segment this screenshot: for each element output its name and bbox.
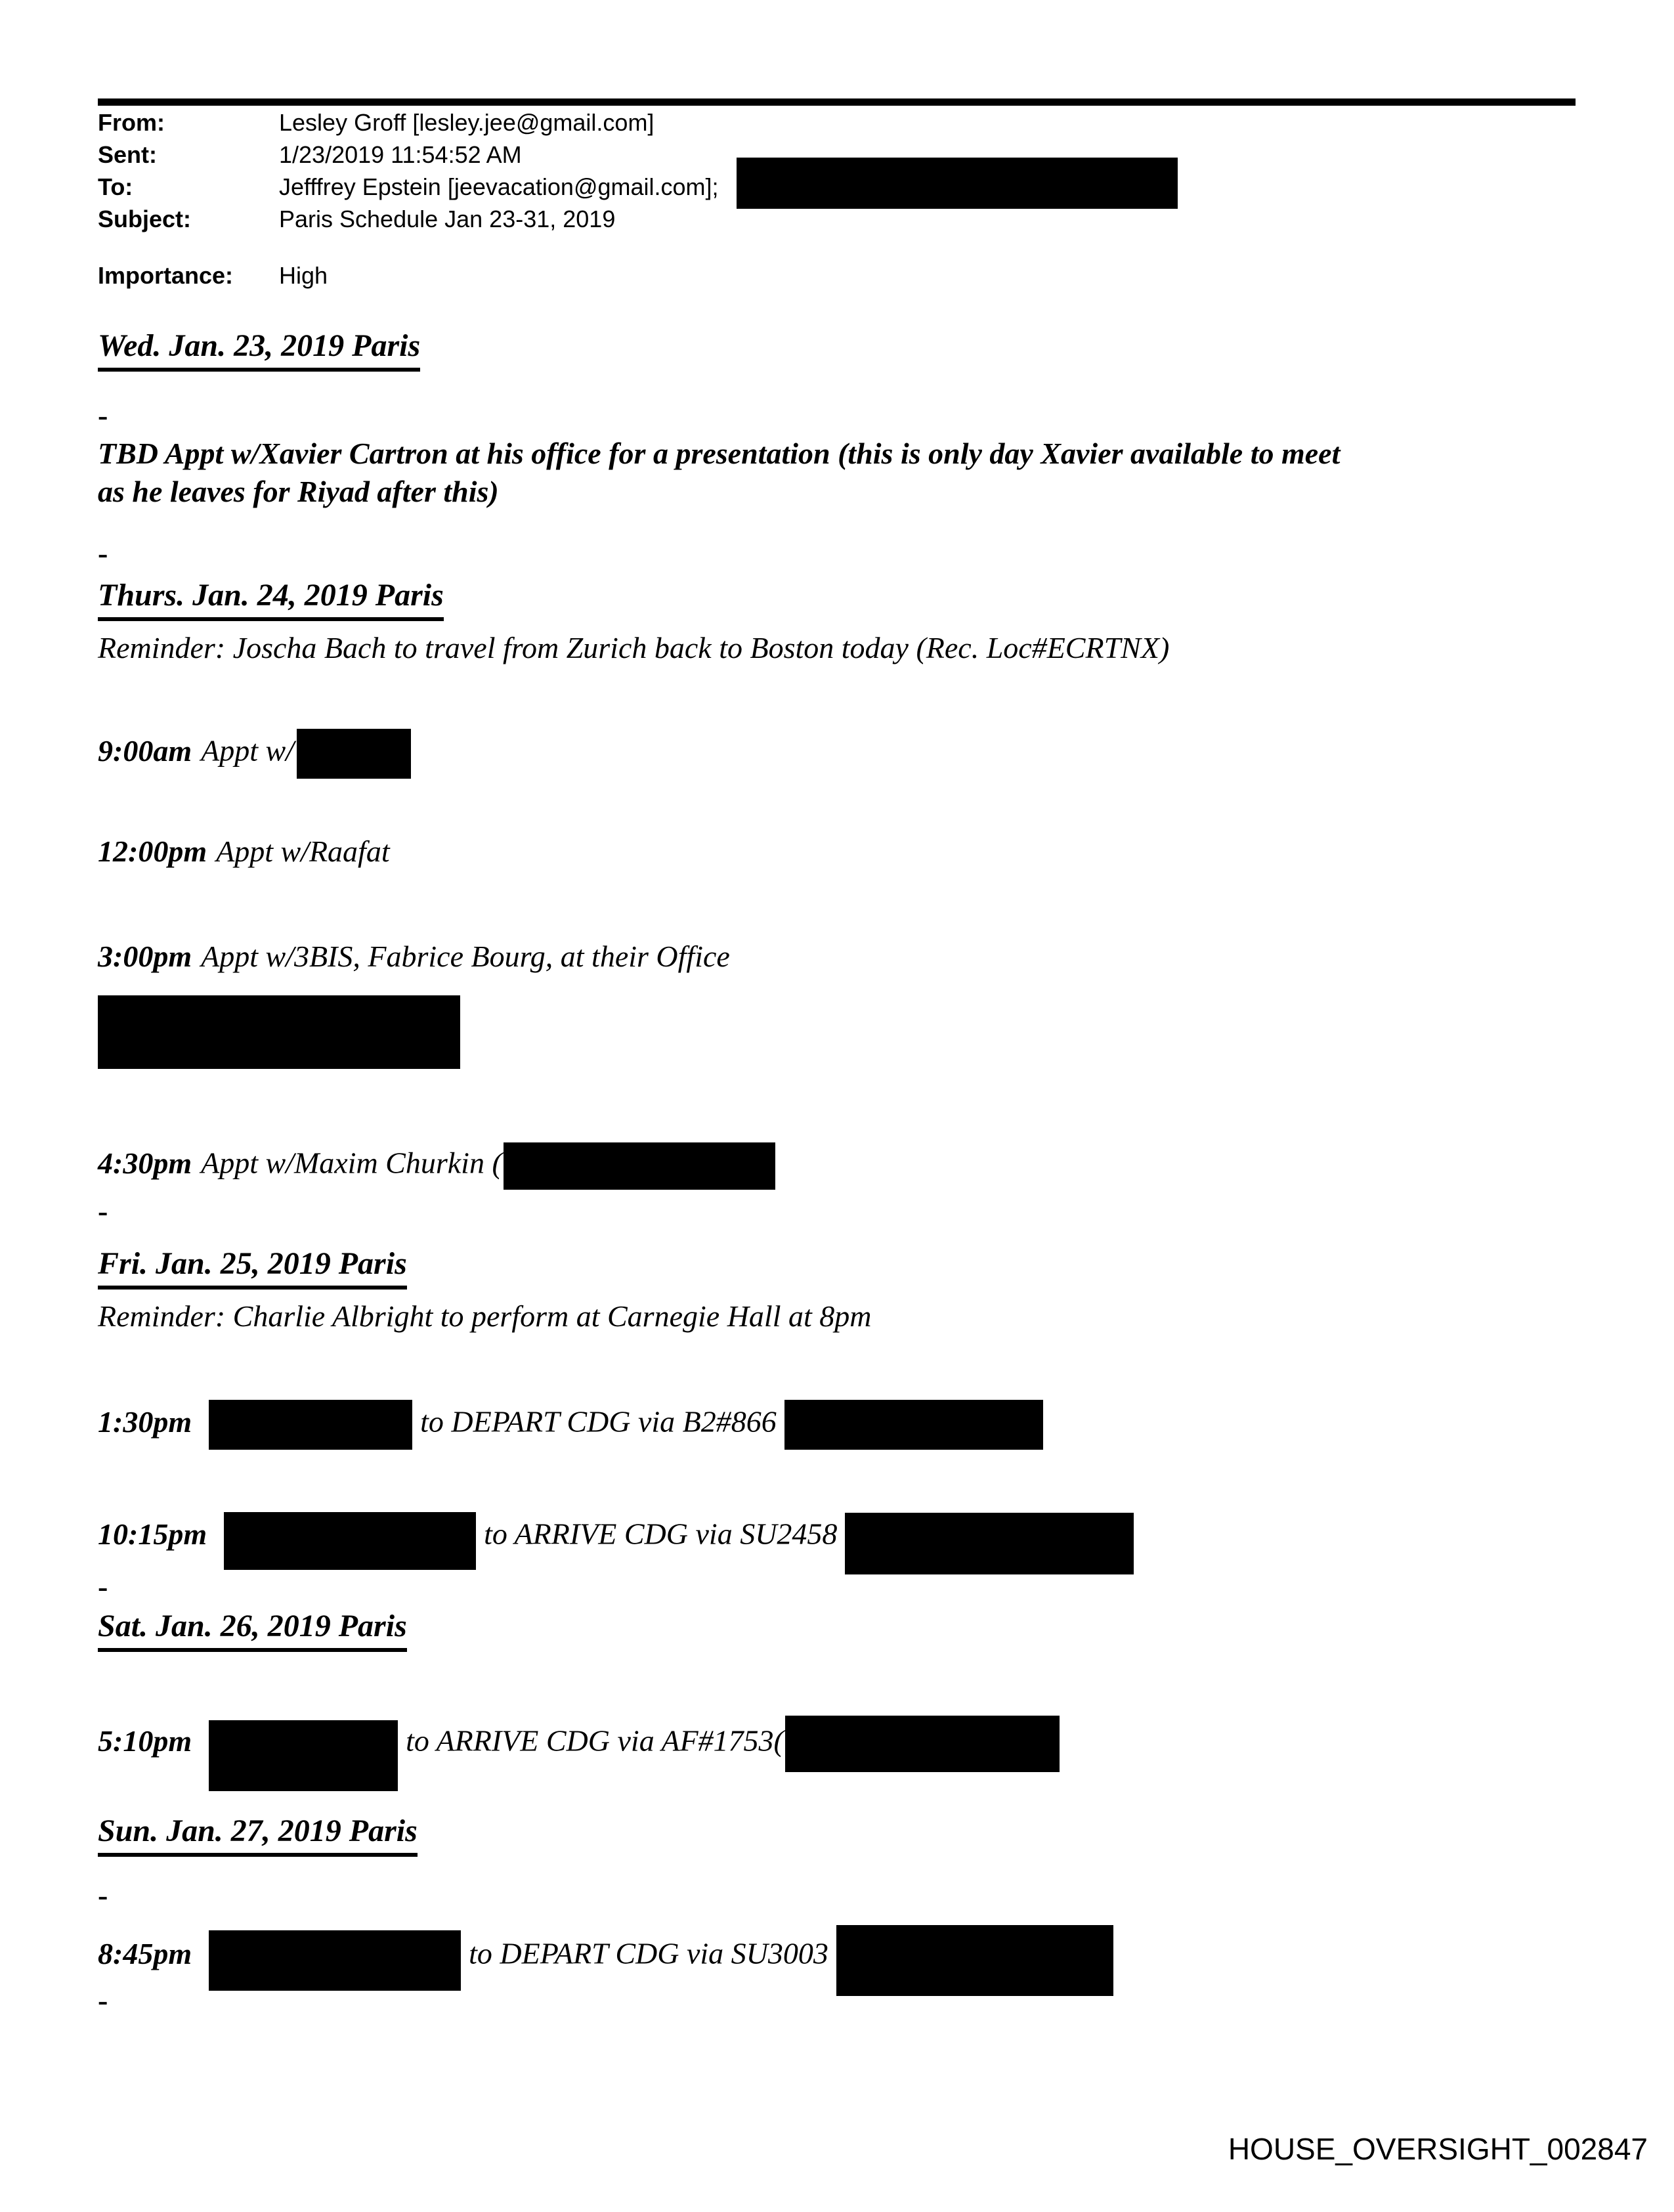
header-row-from [98,108,655,137]
appointment-text: Appt w/3BIS, Fabrice Bourg, at their Office [201,940,730,973]
redaction-box [784,1400,1043,1450]
redaction-box [785,1716,1060,1772]
sent-value: 1/23/2019 11:54:52 AM [279,141,522,168]
dash-separator: - [98,1194,108,1228]
sent-label: Sent: [98,141,157,168]
flight-text: to DEPART CDG via SU3003 [469,1936,828,1970]
header-row-subject [98,205,616,234]
redaction-box [737,158,1178,209]
appointment-text: Appt w/Maxim Churkin ( [201,1146,502,1180]
subject-label: Subject: [98,206,192,232]
appointment-time: 9:00am [98,733,192,768]
reminder-joscha-bach: Reminder: Joscha Bach to travel from Zurich back to Boston today (Rec. Loc#ECRTNX) [98,631,1170,664]
appointment-text: Appt w/ [201,733,294,768]
header-divider-line [98,98,1576,106]
reminder-charlie-albright: Reminder: Charlie Albright to perform at Carnegie Hall at 8pm [98,1299,872,1333]
footer-bates-number: HOUSE_OVERSIGHT_002847 [1228,2132,1648,2166]
schedule-line-510pm [98,1708,1067,1779]
appointment-time: 4:30pm [98,1146,192,1180]
redaction-box [209,1720,398,1791]
flight-text: to DEPART CDG via B2#866 [420,1404,777,1439]
redaction-box [209,1400,412,1450]
appointment-time: 10:15pm [98,1517,207,1551]
redaction-box [504,1142,775,1190]
dash-separator: - [98,1984,108,2017]
redaction-box [297,729,411,779]
tbd-appointment-note [98,435,1627,511]
appointment-time: 12:00pm [98,835,207,868]
schedule-line-1200pm [98,833,390,871]
schedule-line-130pm [98,1400,1051,1450]
dash-separator: - [98,399,108,432]
flight-text: to ARRIVE CDG via SU2458 [484,1517,838,1551]
subject-value: Paris Schedule Jan 23-31, 2019 [279,206,616,232]
day-heading-sat-jan-26: Sat. Jan. 26, 2019 Paris [98,1607,407,1652]
redaction-box [224,1512,476,1570]
redaction-box [209,1930,461,1991]
from-label: From: [98,109,165,136]
importance-label: Importance: [98,262,234,289]
dash-separator: - [98,1570,108,1603]
to-value: Jefffrey Epstein [jeevacation@gmail.com]; [279,173,719,200]
schedule-line-1015pm [98,1506,1142,1568]
redaction-box [98,995,460,1069]
to-label: To: [98,173,133,200]
day-heading-wed-jan-23: Wed. Jan. 23, 2019 Paris [98,327,420,372]
tbd-note-line-2: as he leaves for Riyad after this) [98,475,499,508]
day-heading-fri-jan-25: Fri. Jan. 25, 2019 Paris [98,1245,407,1290]
appointment-time: 1:30pm [98,1404,192,1439]
header-row-to [98,173,719,202]
schedule-line-900am [98,729,419,779]
appointment-time: 8:45pm [98,1936,192,1970]
appointment-time: 5:10pm [98,1724,192,1758]
schedule-line-300pm [98,938,730,976]
dash-separator: - [98,1878,108,1912]
from-value: Lesley Groff [lesley.jee@gmail.com] [279,109,655,136]
flight-text: to ARRIVE CDG via AF#1753( [406,1724,784,1758]
header-row-importance [98,261,328,290]
appointment-text: Appt w/Raafat [216,835,390,868]
redaction-box [845,1513,1134,1574]
redaction-box [836,1925,1113,1996]
dash-separator: - [98,536,108,570]
schedule-line-430pm [98,1142,783,1190]
importance-value: High [279,262,328,289]
header-row-sent [98,141,522,169]
day-heading-sun-jan-27: Sun. Jan. 27, 2019 Paris [98,1812,418,1857]
schedule-line-845pm [98,1921,1121,1992]
day-heading-thurs-jan-24: Thurs. Jan. 24, 2019 Paris [98,576,444,621]
tbd-note-line-1: TBD Appt w/Xavier Cartron at his office for a presentation (this is only day Xavier available to meet [98,437,1341,470]
appointment-time: 3:00pm [98,940,192,973]
